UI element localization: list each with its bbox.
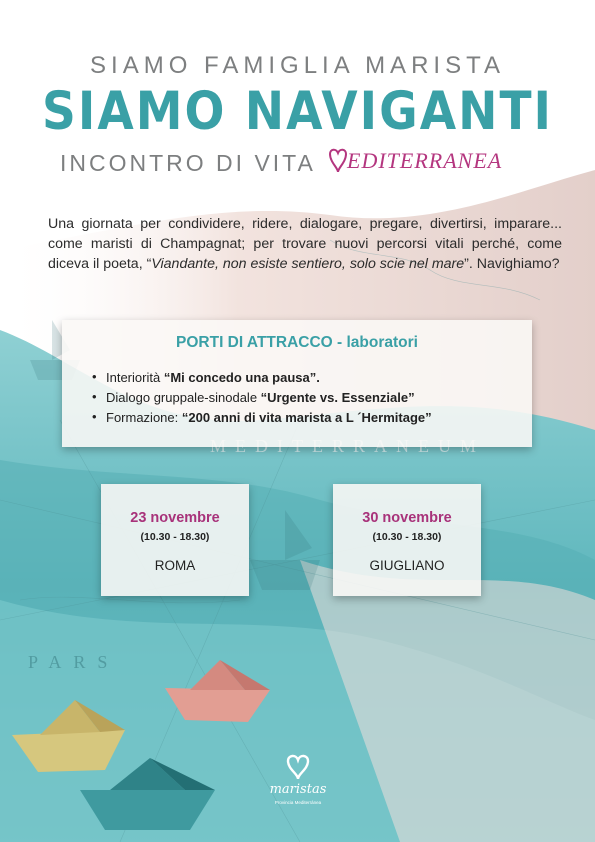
logo-subtitle: Provincia Mediterránea (274, 800, 322, 805)
intro-text: Una giornata per condividere, ridere, dialogare, pregare, divertirsi, imparare... come maristi di Champagnat; per trovare nuovi percorsi vitali perché, come diceva il poeta, “ (48, 216, 562, 272)
event-card-roma (101, 484, 249, 596)
intro-quote: Viandante, non esiste sentiero, solo scie nel mare (151, 256, 465, 272)
svg-text:PARS: PARS (28, 652, 120, 672)
workshop-item: • Interiorità “Mi concedo una pausa”. (92, 370, 432, 385)
workshops-title: PORTI DI ATTRACCO - laboratori (176, 334, 418, 351)
logo-name: maristas (269, 782, 327, 797)
event-city: GIUGLIANO (369, 558, 445, 573)
event-date: 30 novembre (362, 510, 452, 526)
event-hours: (10.30 - 18.30) (372, 531, 442, 543)
workshops-card (62, 320, 532, 447)
workshop-item: • Formazione: “200 anni di vita marista a L ´Hermitage” (92, 410, 432, 425)
mediterranea-brand (331, 148, 502, 174)
event-city: ROMA (154, 558, 196, 573)
heart-m-logo-icon (285, 752, 311, 780)
workshops-list (92, 370, 432, 430)
subtitle-text: INCONTRO DI VITA (60, 150, 316, 176)
event-card-giugliano (333, 484, 481, 596)
overline-text: SIAMO FAMIGLIA MARISTA (90, 52, 505, 79)
page-title: SIAMO NAVIGANTI (41, 80, 553, 143)
intro-paragraph (48, 214, 562, 274)
event-hours: (10.30 - 18.30) (140, 531, 210, 543)
event-date: 23 novembre (130, 510, 220, 526)
brand-text: EDITERRANEA (347, 148, 503, 173)
heart-m-icon (327, 146, 349, 176)
workshop-item: • Dialogo gruppale-sinodale “Urgente vs. Essenziale” (92, 390, 432, 405)
intro-after: ”. Navighiamo? (464, 256, 560, 272)
maristas-logo (268, 752, 328, 816)
